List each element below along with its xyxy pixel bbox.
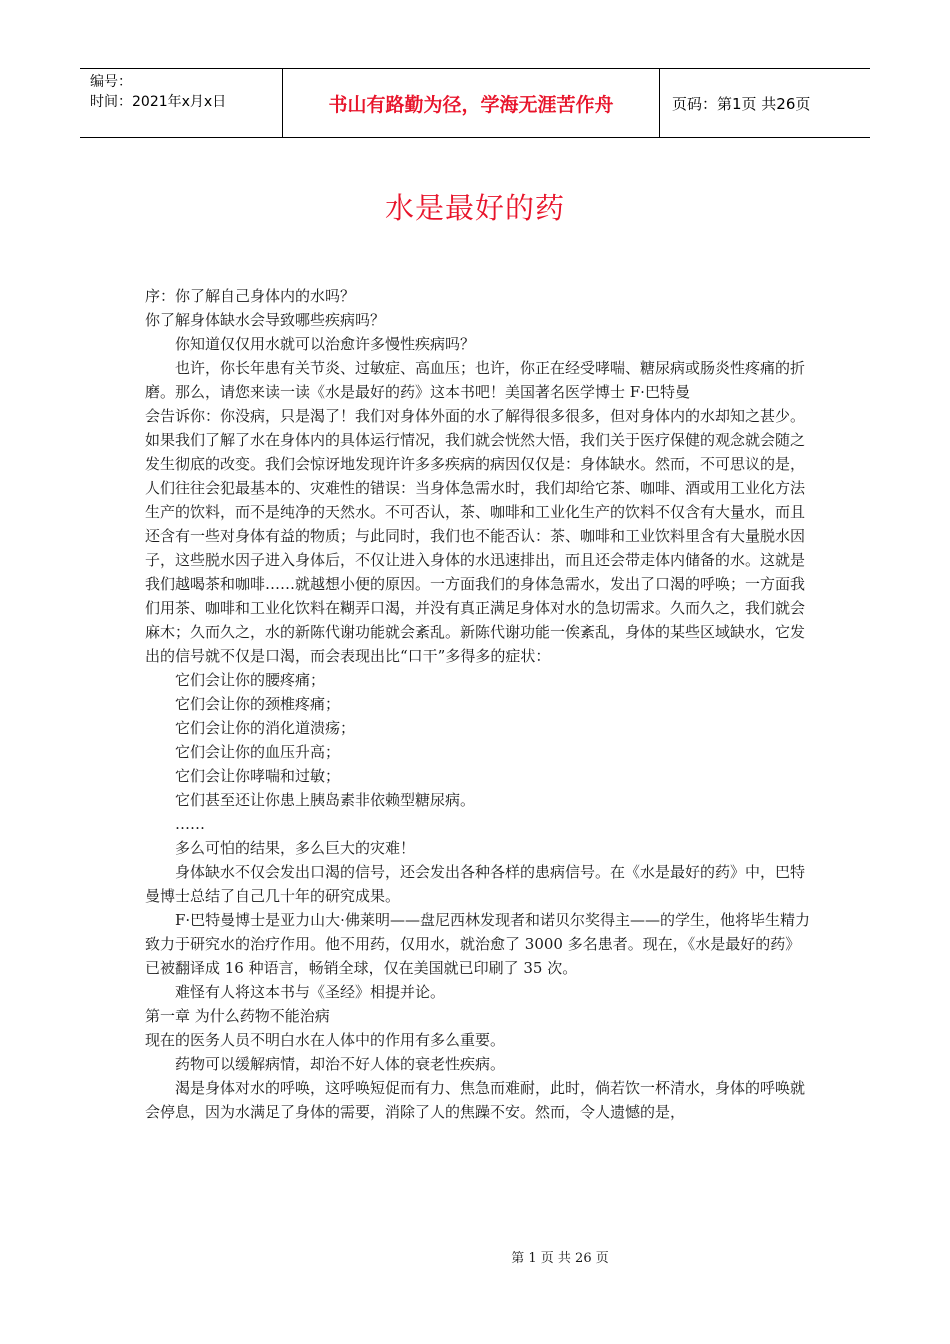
header-page-info: 页码：第1页 共26页 [672,94,811,113]
chapter-heading: 第一章 为什么药物不能治病 [145,1007,330,1025]
paragraph: 会告诉你：你没病，只是渴了！我们对身体外面的水了解得很多很多，但对身体内的水却知之甚少。如果我们了解了水在身体内的具体运行情况，我们就会恍然大悟，我们关于医疗保健的观念就会随之发生彻底的改变。我们会惊讶地发现许许多多疾病的病因仅仅是：身体缺水。然而，不可思议的是，人们往往会犯最基本的、灾难性的错误：当身体急需水时，我们却给它茶、咖啡、酒或用工业化方法生产的饮料，而不是纯净的天然水。不可否认，茶、咖啡和工业化生产的饮料不仅含有大量水，而且还含有一些对身体有益的物质；与此同时，我们也不能否认：茶、咖啡和工业饮料里含有大量脱水因子，这些脱水因子进入身体后，不仅让进入身体的水迅速排出，而且还会带走体内储备的水。这就是我们越喝茶和咖啡……就越想小便的原因。一方面我们的身体急需水，发出了口渴的呼唤；一方面我们用茶、咖啡和工业化饮料在糊弄口渴，并没有真正满足身体对水的急切需求。久而久之，我们就会麻木；久而久之，水的新陈代谢功能就会紊乱。新陈代谢功能一俟紊乱，身体的某些区域缺水，它发出的信号就不仅是口渴，而会表现出比“口干”多得多的症状： [145,407,806,665]
paragraph: 也许，你长年患有关节炎、过敏症、高血压；也许，你正在经受哮喘、糖尿病或肠炎性疼痛的折磨。那么，请您来读一读《水是最好的药》这本书吧！美国著名医学博士 F·巴特曼 [145,359,806,401]
list-item: 它们会让你的腰疼痛； [175,671,326,689]
list-item: 它们会让你哮喘和过敏； [175,767,341,785]
paragraph: 序：你了解自己身体内的水吗？ [145,287,356,305]
time-label: 时间：2021年x月x日 [90,94,227,110]
paragraph: 渴是身体对水的呼唤，这呼唤短促而有力、焦急而难耐，此时，倘若饮一杯清水，身体的呼唤就会停息，因为水满足了身体的需要，消除了人的焦躁不安。然而，令人遗憾的是， [145,1079,806,1121]
header-motto: 书山有路勤为径，学海无涯苦作舟 [283,69,660,137]
paragraph: 现在的医务人员不明白水在人体中的作用有多么重要。 [145,1031,506,1049]
paragraph: 你了解身体缺水会导致哪些疾病吗？ [145,311,386,329]
paragraph: 药物可以缓解病情，却治不好人体的衰老性疾病。 [175,1055,506,1073]
paragraph: 难怪有人将这本书与《圣经》相提并论。 [175,983,446,1001]
document-header [80,68,870,138]
list-item: 它们甚至还让你患上胰岛素非依赖型糖尿病。 [175,791,476,809]
ellipsis: …… [175,815,205,833]
paragraph: F·巴特曼博士是亚力山大·佛莱明——盘尼西林发现者和诺贝尔奖得主——的学生，他将毕生精力致力于研究水的治疗作用。他不用药，仅用水，就治愈了 3000 多名患者。现在，《水是最好的药》已被翻译成 16 种语言，畅销全球，仅在美国就已印刷了 35 次。 [145,911,810,977]
header-meta [80,69,283,137]
list-item: 它们会让你的血压升高； [175,743,341,761]
document-body [145,284,815,1124]
paragraph: 多么可怕的结果，多么巨大的灾难！ [175,839,416,857]
number-label: 编号： [90,74,132,90]
paragraph: 你知道仅仅用水就可以治愈许多慢性疾病吗？ [175,335,476,353]
list-item: 它们会让你的消化道溃疡； [175,719,356,737]
page-footer: 第 1 页 共 26 页 [511,1251,609,1266]
paragraph: 身体缺水不仅会发出口渴的信号，还会发出各种各样的患病信号。在《水是最好的药》中，巴特曼博士总结了自己几十年的研究成果。 [145,863,806,905]
list-item: 它们会让你的颈椎疼痛； [175,695,341,713]
document-title: 水是最好的药 [384,191,565,225]
